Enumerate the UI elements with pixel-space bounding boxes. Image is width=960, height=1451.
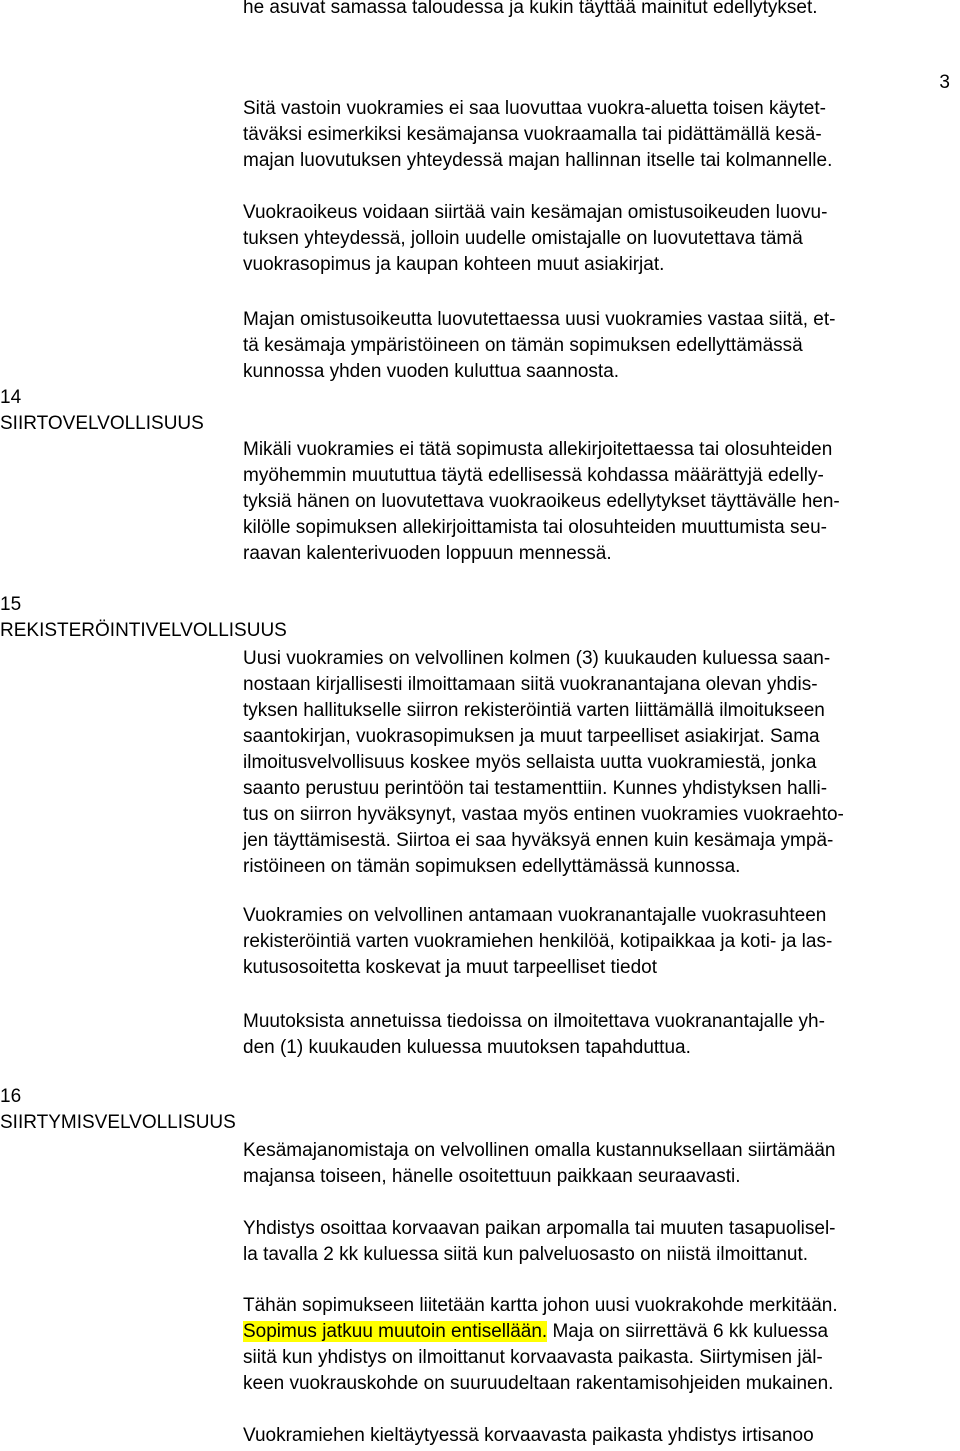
text-line: majansa toiseen, hänelle osoitettuun paikkaan seuraavasti.: [243, 1166, 741, 1187]
text-line: Mikäli vuokramies ei tätä sopimusta allekirjoitettaessa tai olosuhteiden: [243, 439, 833, 460]
section-15-paragraph-1: [243, 646, 955, 880]
section-16-title: SIIRTYMISVELVOLLISUUS: [0, 1112, 236, 1133]
section-14-number: 14: [0, 387, 22, 408]
text-line: tyksiä hänen on luovutettava vuokraoikeus edellytykset täyttävälle hen-: [243, 491, 840, 512]
text-line: Tähän sopimukseen liitetään kartta johon uusi vuokrakohde merkitään.: [243, 1295, 838, 1316]
text-line: täväksi esimerkiksi kesämajansa vuokraamalla tai pidättämällä kesä-: [243, 124, 822, 145]
section-16-paragraph-2: [243, 1216, 955, 1268]
text-line: vuokrasopimus ja kaupan kohteen muut asiakirjat.: [243, 254, 665, 275]
text-line: myöhemmin muututtua täytä edellisessä kohdassa määrättyjä edelly-: [243, 465, 824, 486]
page-number: 3: [939, 72, 950, 93]
section-15-paragraph-2: [243, 903, 955, 981]
text-line: la tavalla 2 kk kuluessa siitä kun palveluosasto on niistä ilmoittanut.: [243, 1244, 809, 1265]
text-line: keen vuokrauskohde on suuruudeltaan rakentamisohjeiden mukainen.: [243, 1373, 834, 1394]
text-line: Sitä vastoin vuokramies ei saa luovuttaa vuokra-aluetta toisen käytet-: [243, 98, 826, 119]
text-line: kutusosoitetta koskevat ja muut tarpeelliset tiedot: [243, 957, 658, 978]
top-line: [243, 0, 955, 21]
text-line: nostaan kirjallisesti ilmoittamaan siitä vuokranantajana olevan yhdis-: [243, 674, 818, 695]
text-line: Kesämajanomistaja on velvollinen omalla kustannuksellaan siirtämään: [243, 1140, 836, 1161]
section-14-title: SIIRTOVELVOLLISUUS: [0, 413, 204, 434]
paragraph-vuokra-alue: [243, 96, 955, 174]
text-line: tä kesämaja ympäristöineen on tämän sopimuksen edellyttämässä: [243, 335, 803, 356]
text-line: jen täyttämisestä. Siirtoa ei saa hyväksyä ennen kuin kesämaja ympä-: [243, 830, 834, 851]
text-line: Majan omistusoikeutta luovutettaessa uusi vuokramies vastaa siitä, et-: [243, 309, 836, 330]
text-line: Vuokramies on velvollinen antamaan vuokranantajalle vuokrasuhteen: [243, 905, 827, 926]
paragraph-omistusoikeus: [243, 307, 955, 385]
text-line: majan luovutuksen yhteydessä majan hallinnan itselle tai kolmannelle.: [243, 150, 833, 171]
text-line: den (1) kuukauden kuluessa muutoksen tapahduttua.: [243, 1037, 691, 1058]
section-16-paragraph-3: [243, 1293, 955, 1397]
top-line-text: he asuvat samassa taloudessa ja kukin täyttää mainitut edellytykset.: [243, 0, 818, 18]
text-line: Uusi vuokramies on velvollinen kolmen (3) kuukauden kuluessa saan-: [243, 648, 831, 669]
text-line: Vuokramiehen kieltäytyessä korvaavasta paikasta yhdistys irtisanoo: [243, 1425, 814, 1446]
highlighted-text: Sopimus jatkuu muutoin entisellään.: [243, 1321, 548, 1342]
text-line: raavan kalenterivuoden loppuun mennessä.: [243, 543, 612, 564]
text-line: kilölle sopimuksen allekirjoittamista tai olosuhteiden muuttumista seu-: [243, 517, 827, 538]
text-line: Muutoksista annetuissa tiedoissa on ilmoitettava vuokranantajalle yh-: [243, 1011, 825, 1032]
section-16-paragraph-1: [243, 1138, 955, 1190]
paragraph-vuokraoikeus: [243, 200, 955, 278]
section-15-paragraph-3: [243, 1009, 955, 1061]
text-line: siitä kun yhdistys on ilmoittanut korvaavasta paikasta. Siirtymisen jäl-: [243, 1347, 823, 1368]
text-line: ristöineen on tämän sopimuksen edellyttämässä kunnossa.: [243, 856, 741, 877]
section-16-paragraph-4: [243, 1423, 955, 1449]
section-14-paragraph: [243, 437, 955, 567]
text-line: Vuokraoikeus voidaan siirtää vain kesämajan omistusoikeuden luovu-: [243, 202, 828, 223]
text-line: saantokirjan, vuokrasopimuksen ja muut tarpeelliset asiakirjat. Sama: [243, 726, 820, 747]
text-line: rekisteröintiä varten vuokramiehen henkilöä, kotipaikkaa ja koti- ja las-: [243, 931, 833, 952]
section-16-number: 16: [0, 1086, 22, 1107]
text-line: tus on siirron hyväksynyt, vastaa myös entinen vuokramies vuokraehto-: [243, 804, 844, 825]
text-line: tyksen hallitukselle siirron rekisteröintiä varten liittämällä ilmoitukseen: [243, 700, 825, 721]
text-line: tuksen yhteydessä, jolloin uudelle omistajalle on luovutettava tämä: [243, 228, 803, 249]
text-line: Yhdistys osoittaa korvaavan paikan arpomalla tai muuten tasapuolisel-: [243, 1218, 836, 1239]
text-line: ilmoitusvelvollisuus koskee myös sellaista uutta vuokramiestä, jonka: [243, 752, 817, 773]
text-line-highlighted: [243, 1319, 955, 1345]
text-line-rest: Maja on siirrettävä 6 kk kuluessa: [547, 1321, 829, 1342]
text-line: kunnossa yhden vuoden kuluttua saannosta.: [243, 361, 620, 382]
section-15-title: REKISTERÖINTIVELVOLLISUUS: [0, 620, 287, 641]
section-15-number: 15: [0, 594, 22, 615]
text-line: saanto perustuu perintöön tai testamenttiin. Kunnes yhdistyksen halli-: [243, 778, 828, 799]
